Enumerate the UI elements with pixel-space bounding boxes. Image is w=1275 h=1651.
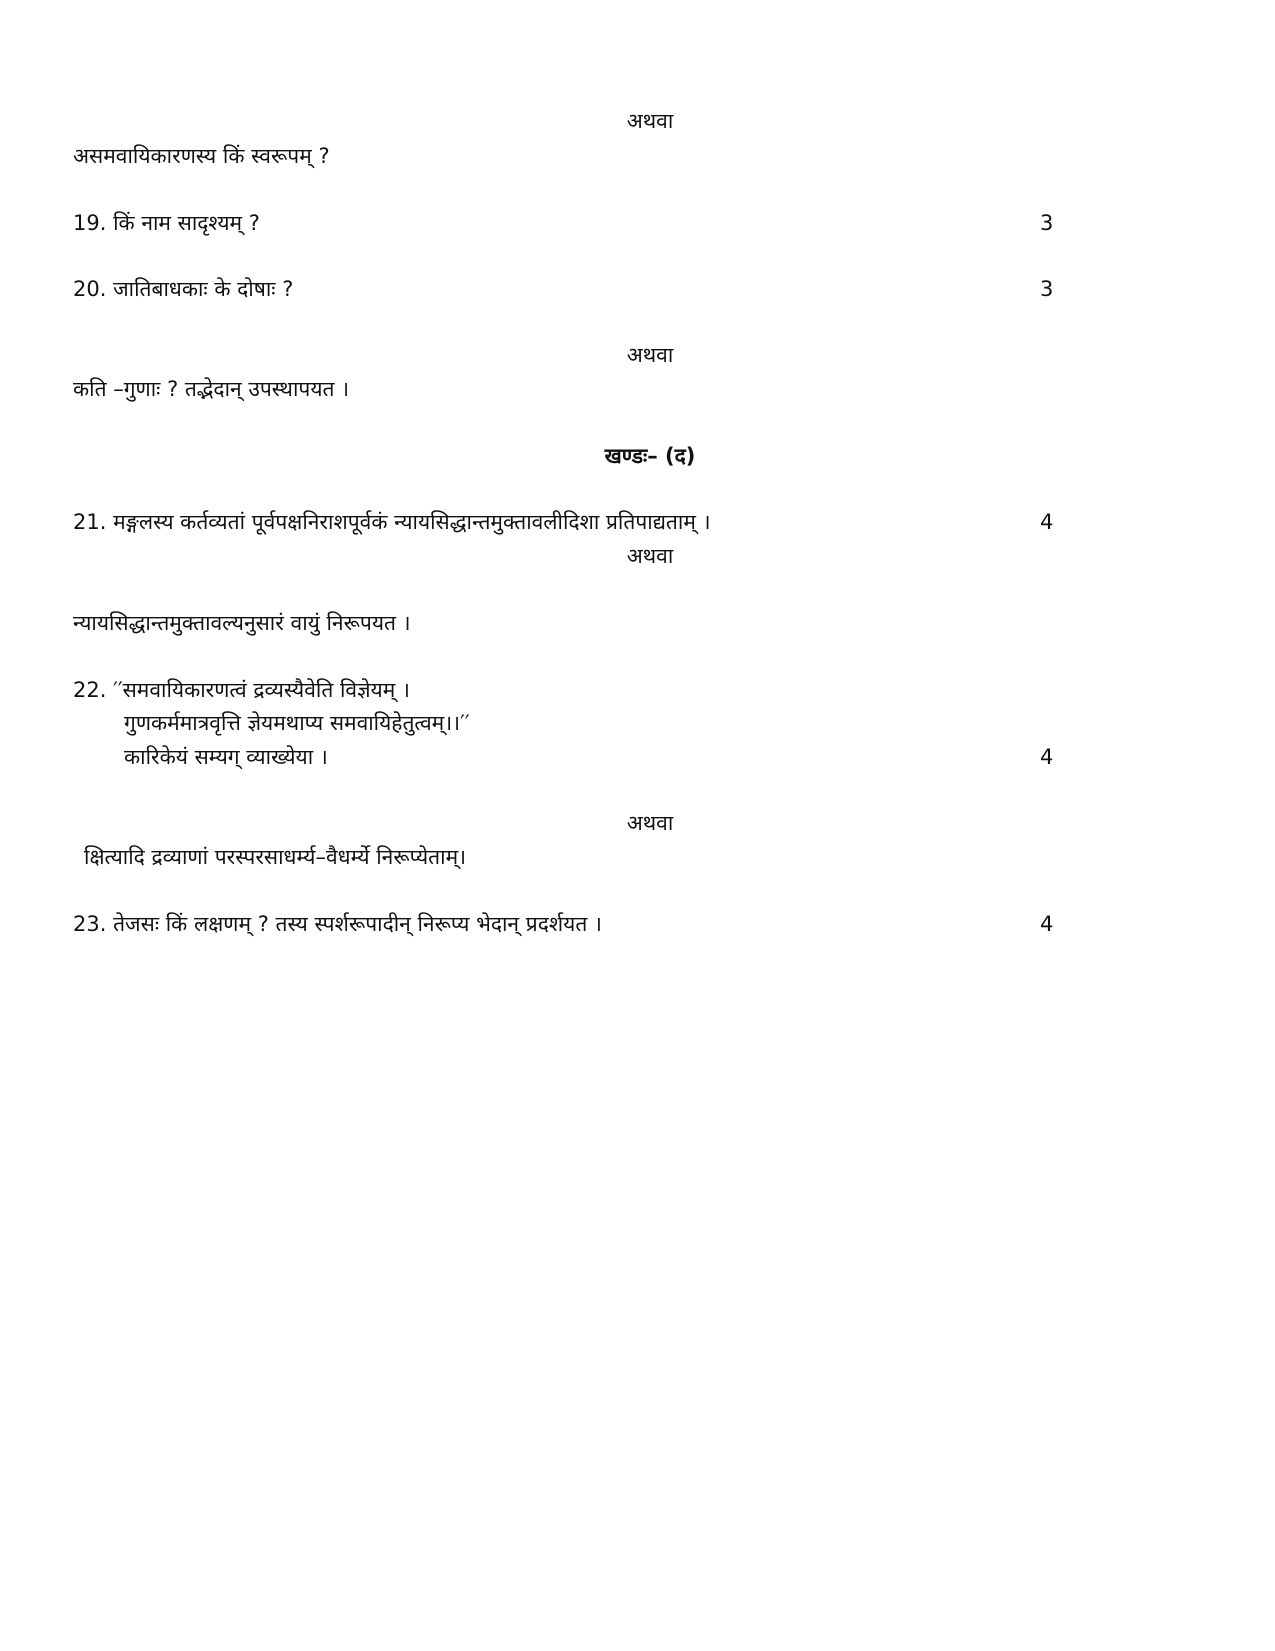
question-21-marks: 4 bbox=[1040, 510, 1054, 534]
question-20: 20. जातिबाधकाः के दोषाः ? bbox=[73, 277, 294, 301]
question-22-marks: 4 bbox=[1040, 745, 1054, 769]
question-23: 23. तेजसः किं लक्षणम् ? तस्य स्पर्शरूपादीन् निरूप्य भेदान् प्रदर्शयत । bbox=[73, 912, 602, 936]
question-18-alternative: असमवायिकारणस्य किं स्वरूपम् ? bbox=[73, 144, 330, 168]
question-20-marks: 3 bbox=[1040, 277, 1054, 301]
question-21: 21. मङ्गलस्य कर्तव्यतां पूर्वपक्षनिराशपूर्वकं न्यायसिद्धान्तमुक्तावलीदिशा प्रतिपाद्यताम् । bbox=[73, 510, 711, 534]
question-22-alternative: क्षित्यादि द्रव्याणां परस्परसाधर्म्य–वैधर्म्ये निरूप्येताम्। bbox=[84, 845, 467, 869]
athva-divider: अथवा bbox=[626, 544, 674, 568]
question-23-marks: 4 bbox=[1040, 912, 1054, 936]
question-21-alternative: न्यायसिद्धान्तमुक्तावल्यनुसारं वायुं निरूपयत । bbox=[73, 611, 411, 635]
question-22-line-3: कारिकेयं सम्यग् व्याख्येया । bbox=[124, 745, 328, 769]
question-22-line-2: गुणकर्ममात्रवृत्ति ज्ञेयमथाप्य समवायिहेतुत्वम्।।′′ bbox=[124, 711, 470, 735]
section-heading: खण्डः– (द) bbox=[604, 444, 696, 468]
question-22-line-1: 22. ′′समवायिकारणत्वं द्रव्यस्यैवेति विज्ञेयम् । bbox=[73, 678, 410, 702]
athva-divider: अथवा bbox=[626, 343, 674, 367]
question-19: 19. किं नाम सादृश्यम् ? bbox=[73, 211, 260, 235]
question-20-alternative: कति –गुणाः ? तद्भेदान् उपस्थापयत । bbox=[73, 377, 350, 401]
athva-divider: अथवा bbox=[626, 109, 674, 133]
athva-divider: अथवा bbox=[626, 811, 674, 835]
question-19-marks: 3 bbox=[1040, 211, 1054, 235]
